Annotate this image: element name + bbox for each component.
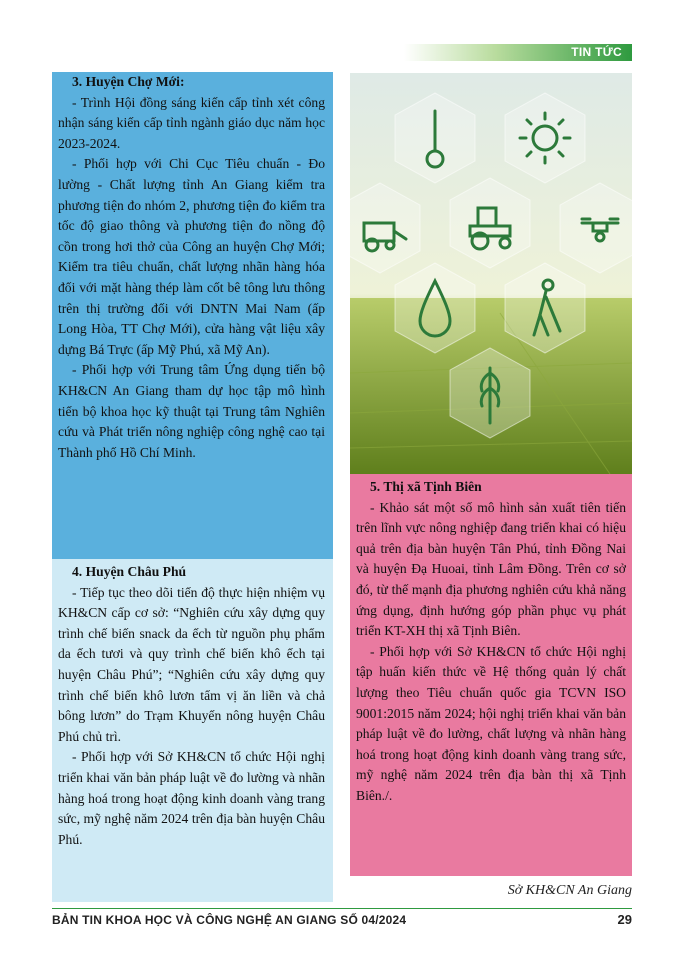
paragraph: - Phối hợp với Chi Cục Tiêu chuẩn - Đo lường - Chất lượng tỉnh An Giang kiểm tra phương tiện đo nhóm 2, phương tiện đo kiểm tra tốc độ giao thông và phương tiện đo nồng độ cồn trong hơi thở của Công an huyện Chợ Mới; Kiểm tra tiêu chuẩn, chất lượng nhãn hàng hóa đối với mặt hàng thép làm cốt bê tông lưu thông trên thị trường đối với DNTN Mai Nam (ấp Long Hòa, TT Chợ Mới), cửa hàng vật liệu xây dựng Bá Trực (ấp Mỹ Phú, xã Mỹ An). [58, 156, 325, 357]
section-heading: 5. Thị xã Tịnh Biên [370, 479, 482, 494]
page-number: 29 [617, 912, 632, 927]
paragraph: - Phối hợp với Sở KH&CN tổ chức Hội nghị triển khai văn bản pháp luật về đo lường và nhãn hàng hoá trong hoạt động kinh doanh vàng trang sức, mỹ nghệ năm 2024 trên địa bàn huyện Châu Phú. [58, 749, 325, 847]
section-label: TIN TỨC [571, 45, 622, 59]
footer-divider [52, 908, 632, 909]
section-cho-moi [52, 72, 333, 559]
publication-title: BẢN TIN KHOA HỌC VÀ CÔNG NGHỆ AN GIANG SỐ 04/2024 [52, 913, 407, 927]
section-heading: 3. Huyện Chợ Mới: [72, 74, 185, 89]
author-signature: Sở KH&CN An Giang [507, 883, 632, 898]
section-chau-phu [52, 559, 333, 902]
section-tinh-bien [350, 474, 632, 876]
section-header-bar [404, 44, 632, 61]
paragraph: - Khảo sát một số mô hình sản xuất tiên tiến trên lĩnh vực nông nghiệp đang triển khai có hiệu quả trên địa bàn huyện Tân Phú, tỉnh Đồng Nai và huyện Đạ Huoai, tỉnh Lâm Đồng. Trên cơ sở đó, từ thế mạnh địa phương nghiên cứu khả năng ứng dụng, định hướng góp phần phục vụ phát triển KT-XH thị xã Tịnh Biên. [356, 499, 626, 639]
paragraph: - Phối hợp với Trung tâm Ứng dụng tiến bộ KH&CN An Giang tham dự học tập mô hình tiến bộ khoa học kỹ thuật tại Trung tâm Nghiên cứu và Phát triển nông nghiệp công nghệ cao tại Thành phố Hồ Chí Minh. [58, 362, 325, 460]
paragraph: - Phối hợp với Sở KH&CN tổ chức Hội nghị tập huấn kiến thức về Hệ thống quản lý chất lượng theo Tiêu chuẩn quốc gia TCVN ISO 9001:2015 năm 2024; hội nghị triển khai văn bản pháp luật về đo lường, chất lượng và nhãn hàng hoá trong hoạt động kinh doanh vàng trang sức, mỹ nghệ năm 2024 trên địa bàn thị xã Tịnh Biên./. [356, 643, 626, 803]
smart-agriculture-photo [350, 73, 632, 474]
paragraph: - Tiếp tục theo dõi tiến độ thực hiện nhiệm vụ KH&CN cấp cơ sở: “Nghiên cứu xây dựng quy trình chế biến snack da ếch từ nguồn phụ phẩm da ếch tươi và quy trình chế biến khô ếch tại huyện Châu Phú”; “Nghiên cứu xây dựng quy trình chế biến khô lươn tẩm vị ăn liền và chả bông lươn” do Trạm Khuyến nông huyện Châu Phú chủ trì. [58, 584, 325, 744]
section-heading: 4. Huyện Châu Phú [72, 564, 187, 579]
paragraph: - Trình Hội đồng sáng kiến cấp tỉnh xét công nhận sáng kiến cấp tỉnh ngành giáo dục năm học 2023-2024. [58, 94, 325, 151]
